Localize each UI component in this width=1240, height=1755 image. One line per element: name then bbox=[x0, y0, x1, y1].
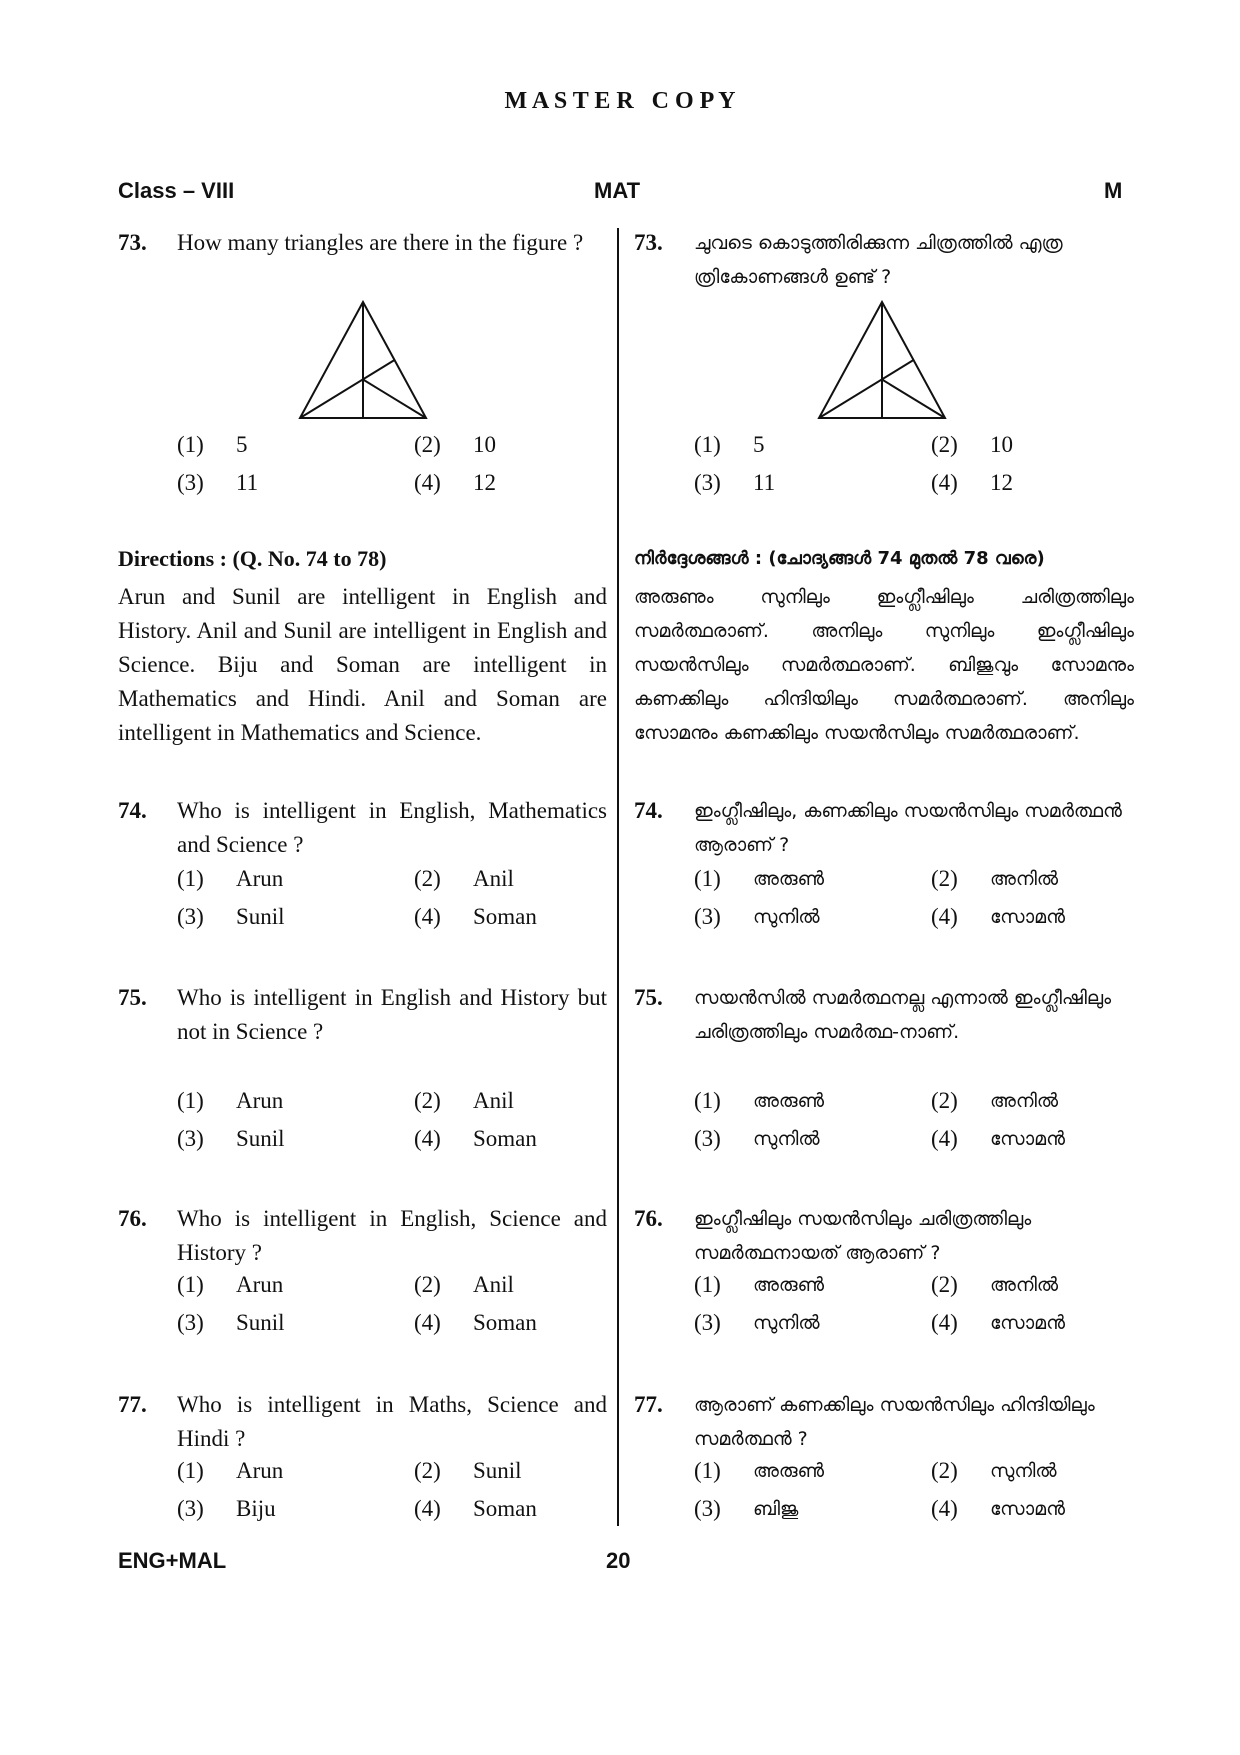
question-text: ഇംഗ്ലീഷിലും, കണക്കിലും സയൻസിലും സമർത്ഥൻ ആരാണ് ? bbox=[694, 800, 1122, 856]
option-value: സോമൻ bbox=[990, 1128, 1065, 1150]
option-label: (4) bbox=[414, 1310, 441, 1335]
option-label: (4) bbox=[414, 1126, 441, 1151]
option-value: അനിൽ bbox=[990, 868, 1059, 890]
option-label: (3) bbox=[694, 1126, 721, 1151]
option-value: 5 bbox=[236, 432, 248, 457]
option-value: അനിൽ bbox=[990, 1274, 1059, 1296]
option-label: (2) bbox=[931, 1272, 958, 1297]
option-label: (3) bbox=[694, 904, 721, 929]
question-text: Who is intelligent in Maths, Science and Hindi ? bbox=[177, 1392, 607, 1451]
option-label: (3) bbox=[177, 470, 204, 495]
question-text: സയൻസിൽ സമർത്ഥനല്ല എന്നാൽ ഇംഗ്ലീഷിലും ചരിത്രത്തിലും സമർത്ഥ-നാണ്. bbox=[694, 987, 1112, 1043]
option-label: (1) bbox=[694, 866, 721, 891]
option-value: Anil bbox=[473, 866, 514, 891]
option-value: Sunil bbox=[236, 904, 285, 929]
question-text: Who is intelligent in English and History but not in Science ? bbox=[177, 985, 607, 1044]
option-label: (2) bbox=[931, 1458, 958, 1483]
triangle-figure bbox=[817, 300, 947, 422]
option-label: (1) bbox=[177, 866, 204, 891]
directions-heading: Directions : (Q. No. 74 to 78) bbox=[118, 546, 387, 571]
option-label: (1) bbox=[177, 1272, 204, 1297]
paper-code: M bbox=[1104, 178, 1123, 203]
question-text: Who is intelligent in English, Science and History ? bbox=[177, 1206, 607, 1265]
option-label: (4) bbox=[414, 1496, 441, 1521]
option-label: (3) bbox=[694, 1496, 721, 1521]
question-number: 75. bbox=[634, 985, 663, 1010]
option-value: 10 bbox=[473, 432, 496, 457]
option-label: (1) bbox=[694, 432, 721, 457]
option-value: Anil bbox=[473, 1272, 514, 1297]
question-text: ആരാണ് കണക്കിലും സയൻസിലും ഹിന്ദിയിലും സമർത്ഥൻ ? bbox=[694, 1394, 1095, 1450]
option-label: (3) bbox=[694, 1310, 721, 1335]
option-value: Biju bbox=[236, 1496, 276, 1521]
option-value: Soman bbox=[473, 1126, 537, 1151]
option-label: (1) bbox=[177, 432, 204, 457]
option-value: സുനിൽ bbox=[990, 1460, 1057, 1482]
directions-text: Arun and Sunil are intelligent in English and History. Anil and Sunil are intelligent in English and Science. Biju and Soman are intelligent in Mathematics and Hindi. Anil and Soman are intelligent in Mathematics and Science. bbox=[118, 584, 607, 745]
option-value: സുനിൽ bbox=[753, 1128, 820, 1150]
option-label: (2) bbox=[414, 432, 441, 457]
option-label: (2) bbox=[414, 1272, 441, 1297]
option-value: 11 bbox=[753, 470, 776, 495]
option-value: സുനിൽ bbox=[753, 1312, 820, 1334]
option-value: സുനിൽ bbox=[753, 906, 820, 928]
option-label: (4) bbox=[931, 904, 958, 929]
option-label: (4) bbox=[931, 470, 958, 495]
option-value: Arun bbox=[236, 1272, 284, 1297]
question-text: ചുവടെ കൊടുത്തിരിക്കുന്ന ചിത്രത്തിൽ എത്ര ത്രികോണങ്ങൾ ഉണ്ട് ? bbox=[694, 232, 1063, 288]
question-text: ഇംഗ്ലീഷിലും സയൻസിലും ചരിത്രത്തിലും സമർത്ഥനായത് ആരാണ് ? bbox=[694, 1208, 1032, 1264]
option-value: Arun bbox=[236, 866, 284, 891]
question-number: 75. bbox=[118, 985, 147, 1010]
option-value: 5 bbox=[753, 432, 765, 457]
directions-heading: നിർദ്ദേശങ്ങൾ : (ചോദ്യങ്ങൾ 74 മുതൽ 78 വരെ) bbox=[634, 548, 1045, 569]
page-number: 20 bbox=[606, 1548, 631, 1573]
option-label: (4) bbox=[414, 470, 441, 495]
option-value: അരുൺ bbox=[753, 1274, 825, 1296]
option-label: (2) bbox=[931, 1088, 958, 1113]
option-label: (4) bbox=[931, 1126, 958, 1151]
question-number: 76. bbox=[634, 1206, 663, 1231]
option-value: Anil bbox=[473, 1088, 514, 1113]
question-number: 76. bbox=[118, 1206, 147, 1231]
option-value: Sunil bbox=[236, 1126, 285, 1151]
option-value: 12 bbox=[990, 470, 1013, 495]
option-label: (3) bbox=[694, 470, 721, 495]
option-label: (3) bbox=[177, 1496, 204, 1521]
question-number: 74. bbox=[634, 798, 663, 823]
question-number: 73. bbox=[634, 230, 663, 255]
option-value: ബിജു bbox=[753, 1498, 799, 1520]
question-number: 73. bbox=[118, 230, 147, 255]
option-value: അരുൺ bbox=[753, 1090, 825, 1112]
option-value: അനിൽ bbox=[990, 1090, 1059, 1112]
option-value: അരുൺ bbox=[753, 1460, 825, 1482]
question-number: 77. bbox=[118, 1392, 147, 1417]
subject-label: MAT bbox=[594, 178, 641, 203]
option-label: (4) bbox=[931, 1310, 958, 1335]
option-label: (1) bbox=[177, 1088, 204, 1113]
option-value: 12 bbox=[473, 470, 496, 495]
question-number: 77. bbox=[634, 1392, 663, 1417]
option-value: Soman bbox=[473, 1496, 537, 1521]
class-label: Class – VIII bbox=[118, 178, 235, 203]
option-value: 11 bbox=[236, 470, 259, 495]
option-value: Sunil bbox=[236, 1310, 285, 1335]
option-value: സോമൻ bbox=[990, 1312, 1065, 1334]
option-value: സോമൻ bbox=[990, 1498, 1065, 1520]
option-label: (3) bbox=[177, 1126, 204, 1151]
option-label: (1) bbox=[694, 1272, 721, 1297]
option-label: (2) bbox=[414, 1458, 441, 1483]
option-value: 10 bbox=[990, 432, 1013, 457]
question-text: How many triangles are there in the figure ? bbox=[177, 230, 584, 255]
option-label: (1) bbox=[694, 1458, 721, 1483]
directions-text: അരുണും സുനിലും ഇംഗ്ലീഷിലും ചരിത്രത്തിലും സമർത്ഥരാണ്. അനിലും സുനിലും ഇംഗ്ലീഷിലും സയൻസിലും സമർത്ഥരാണ്. ബിജുവും സോമനും കണക്കിലും ഹിന്ദിയിലും സമർത്ഥരാണ്. അനിലും സോമനും കണക്കിലും സയൻസിലും സമർത്ഥരാണ്. bbox=[634, 586, 1134, 744]
option-label: (3) bbox=[177, 904, 204, 929]
option-label: (1) bbox=[694, 1088, 721, 1113]
master-copy-title: M A S T E R C O P Y bbox=[504, 88, 736, 114]
option-label: (2) bbox=[414, 1088, 441, 1113]
column-divider bbox=[617, 228, 619, 1526]
triangle-figure bbox=[298, 300, 428, 422]
option-value: Arun bbox=[236, 1458, 284, 1483]
option-label: (3) bbox=[177, 1310, 204, 1335]
option-label: (4) bbox=[414, 904, 441, 929]
option-label: (2) bbox=[931, 866, 958, 891]
option-label: (4) bbox=[931, 1496, 958, 1521]
option-value: Soman bbox=[473, 1310, 537, 1335]
option-label: (2) bbox=[931, 432, 958, 457]
question-number: 74. bbox=[118, 798, 147, 823]
option-label: (1) bbox=[177, 1458, 204, 1483]
question-text: Who is intelligent in English, Mathematics and Science ? bbox=[177, 798, 607, 857]
option-value: അരുൺ bbox=[753, 868, 825, 890]
option-value: സോമൻ bbox=[990, 906, 1065, 928]
option-label: (2) bbox=[414, 866, 441, 891]
option-value: Soman bbox=[473, 904, 537, 929]
option-value: Sunil bbox=[473, 1458, 522, 1483]
option-value: Arun bbox=[236, 1088, 284, 1113]
footer-language: ENG+MAL bbox=[118, 1548, 227, 1573]
